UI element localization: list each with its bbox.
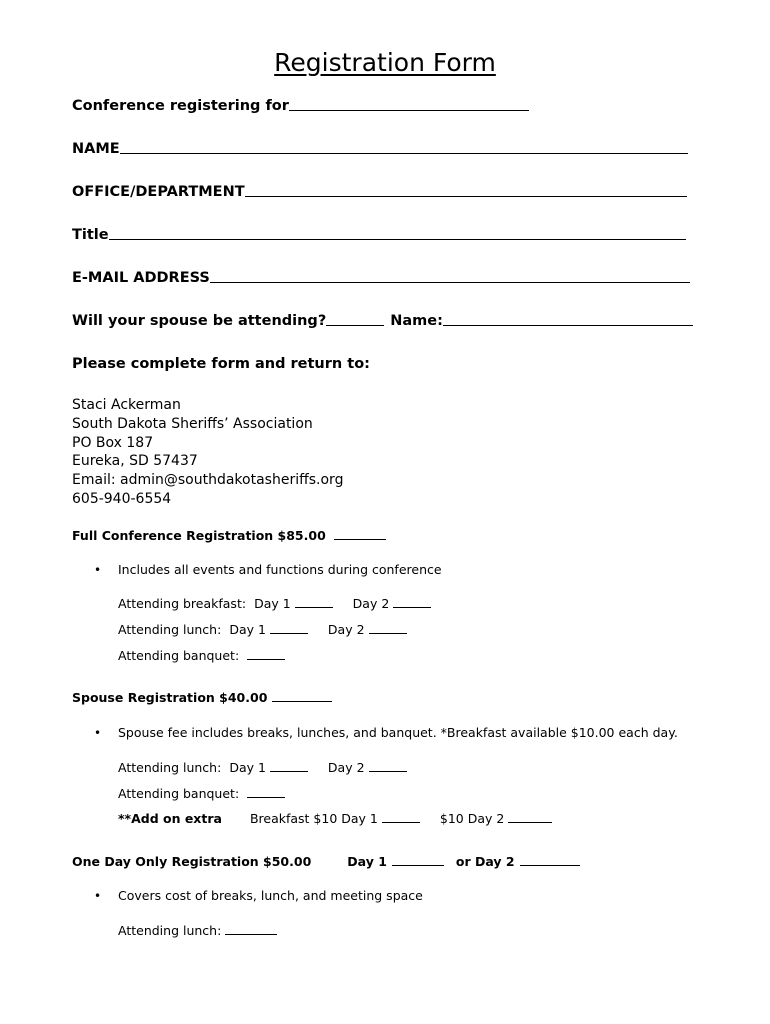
- spouse-banquet-label: Attending banquet:: [118, 786, 240, 801]
- full-registration-input[interactable]: [334, 538, 386, 540]
- email-field: [72, 270, 690, 286]
- oneday-lunch-input[interactable]: [225, 933, 277, 935]
- address-city: Eureka, SD 57437: [72, 453, 198, 470]
- oneday-lunch-label: Attending lunch:: [118, 923, 222, 938]
- spouse-banquet-row: [118, 786, 285, 801]
- spouse-registration-label: Spouse Registration $40.00: [72, 690, 268, 705]
- spouse-name-label: Name:: [390, 313, 443, 329]
- full-lunch-row: [118, 622, 407, 637]
- spouse-question-label: Will your spouse be attending?: [72, 313, 327, 329]
- bullet-icon: •: [94, 563, 102, 577]
- page-title: Registration Form: [274, 48, 496, 77]
- address-contact-name: Staci Ackerman: [72, 397, 181, 413]
- full-breakfast-day2-label: Day 2: [352, 596, 390, 611]
- title-label: Title: [72, 227, 109, 243]
- full-registration-label: Full Conference Registration $85.00: [72, 528, 326, 543]
- return-heading: Please complete form and return to:: [72, 356, 370, 372]
- full-breakfast-day1-label: Day 1: [254, 596, 291, 611]
- oneday-day2-input[interactable]: [520, 864, 580, 866]
- oneday-registration-label: One Day Only Registration $50.00: [72, 854, 312, 869]
- spouse-lunch-label: Attending lunch:: [118, 760, 222, 775]
- spouse-extra-row: [118, 811, 552, 826]
- full-breakfast-day1-input[interactable]: [295, 606, 333, 608]
- full-lunch-label: Attending lunch:: [118, 622, 222, 637]
- title-field: [72, 227, 686, 243]
- full-bullet: [94, 562, 442, 577]
- email-label: E-MAIL ADDRESS: [72, 270, 210, 286]
- full-banquet-input[interactable]: [247, 658, 285, 660]
- office-input[interactable]: [245, 195, 687, 197]
- oneday-bullet-text: Covers cost of breaks, lunch, and meeting space: [118, 888, 423, 903]
- full-lunch-day2-label: Day 2: [327, 622, 365, 637]
- address-email: Email: admin@southdakotasheriffs.org: [72, 472, 344, 489]
- title-input[interactable]: [109, 238, 686, 240]
- conference-field: [72, 98, 529, 114]
- address-po-box: PO Box 187: [72, 434, 154, 451]
- spouse-field: [72, 313, 693, 329]
- oneday-day1-label: Day 1: [347, 854, 387, 869]
- oneday-registration-heading: [72, 854, 580, 869]
- office-label: OFFICE/DEPARTMENT: [72, 184, 245, 200]
- full-lunch-day1-label: Day 1: [229, 622, 266, 637]
- full-breakfast-day2-input[interactable]: [393, 606, 431, 608]
- spouse-registration-heading: [72, 690, 332, 705]
- spouse-lunch-day1-input[interactable]: [270, 770, 308, 772]
- address-organization: South Dakota Sheriffs’ Association: [72, 415, 313, 432]
- bullet-icon: •: [94, 889, 102, 903]
- spouse-extra-label: **Add on extra: [118, 811, 222, 826]
- full-breakfast-row: [118, 596, 431, 611]
- spouse-extra-day2-input[interactable]: [508, 821, 552, 823]
- full-lunch-day2-input[interactable]: [369, 632, 407, 634]
- spouse-banquet-input[interactable]: [247, 796, 285, 798]
- spouse-registration-input[interactable]: [272, 700, 332, 702]
- name-label: NAME: [72, 141, 120, 157]
- full-banquet-label: Attending banquet:: [118, 648, 240, 663]
- conference-label: Conference registering for: [72, 98, 289, 114]
- spouse-bullet-text: Spouse fee includes breaks, lunches, and banquet. *Breakfast available $10.00 each day.: [118, 725, 678, 740]
- spouse-lunch-day1-label: Day 1: [229, 760, 266, 775]
- full-registration-heading: [72, 528, 386, 543]
- spouse-extra-day2-label: $10 Day 2: [439, 811, 505, 826]
- spouse-extra-day1-input[interactable]: [382, 821, 420, 823]
- full-breakfast-label: Attending breakfast:: [118, 596, 247, 611]
- office-field: [72, 184, 687, 200]
- full-bullet-text: Includes all events and functions during conference: [118, 562, 442, 577]
- oneday-bullet: [94, 888, 423, 903]
- spouse-attending-input[interactable]: [326, 324, 384, 326]
- name-field: [72, 141, 688, 157]
- name-input[interactable]: [120, 152, 688, 154]
- spouse-extra-breakfast-label: Breakfast $10 Day 1: [249, 811, 378, 826]
- oneday-day2-label: or Day 2: [455, 854, 515, 869]
- spouse-name-input[interactable]: [443, 324, 693, 326]
- full-lunch-day1-input[interactable]: [270, 632, 308, 634]
- address-block: [72, 396, 343, 509]
- spouse-lunch-day2-label: Day 2: [327, 760, 365, 775]
- bullet-icon: •: [94, 726, 102, 740]
- spouse-lunch-day2-input[interactable]: [369, 770, 407, 772]
- oneday-day1-input[interactable]: [392, 864, 444, 866]
- email-input[interactable]: [210, 281, 690, 283]
- oneday-lunch-row: [118, 923, 277, 938]
- full-banquet-row: [118, 648, 285, 663]
- spouse-lunch-row: [118, 760, 407, 775]
- address-phone: 605-940-6554: [72, 490, 172, 507]
- conference-input[interactable]: [289, 109, 529, 111]
- spouse-bullet: [94, 725, 678, 740]
